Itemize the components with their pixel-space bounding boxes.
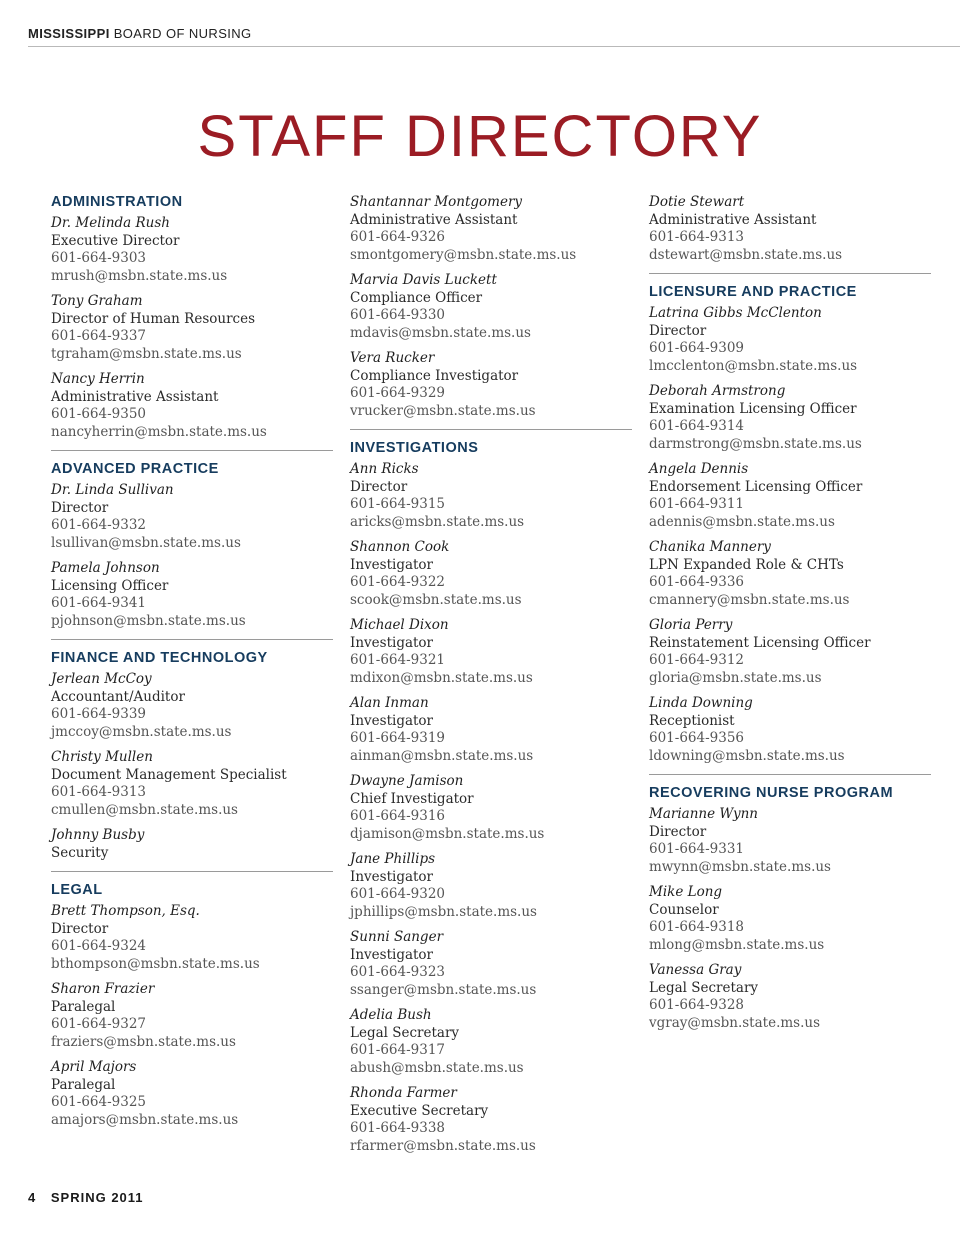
staff-phone: 601-664-9327	[51, 1016, 147, 1032]
staff-role: Reinstatement Licensing Officer	[649, 634, 871, 651]
staff-role: Receptionist	[649, 712, 735, 729]
section-heading: INVESTIGATIONS	[350, 440, 479, 456]
staff-entry	[649, 383, 931, 453]
staff-role: Investigator	[350, 634, 434, 651]
staff-entry	[350, 350, 632, 420]
staff-phone: 601-664-9311	[649, 496, 745, 512]
staff-phone: 601-664-9323	[350, 964, 446, 980]
staff-role: Legal Secretary	[350, 1024, 460, 1041]
staff-name: Johnny Busby	[51, 827, 145, 843]
staff-phone: 601-664-9321	[350, 652, 446, 668]
staff-email[interactable]: rfarmer@msbn.state.ms.us	[350, 1137, 536, 1154]
staff-role: Administrative Assistant	[649, 211, 817, 228]
page-title: STAFF DIRECTORY	[197, 104, 763, 169]
staff-role: Director	[51, 499, 109, 516]
section-heading: ADMINISTRATION	[51, 194, 183, 210]
section-divider	[649, 273, 931, 274]
staff-email[interactable]: cmullen@msbn.state.ms.us	[51, 801, 238, 818]
staff-name: Rhonda Farmer	[350, 1085, 457, 1101]
staff-entry	[51, 827, 333, 862]
staff-role: Director	[649, 823, 707, 840]
staff-phone: 601-664-9325	[51, 1094, 147, 1110]
staff-role: Executive Secretary	[350, 1102, 489, 1119]
staff-phone: 601-664-9322	[350, 574, 446, 590]
staff-phone: 601-664-9324	[51, 938, 147, 954]
staff-entry	[350, 272, 632, 342]
staff-role: Administrative Assistant	[51, 388, 219, 405]
staff-name: Sharon Frazier	[51, 981, 155, 997]
staff-entry	[51, 482, 333, 552]
staff-name: Latrina Gibbs McClenton	[649, 305, 822, 321]
staff-name: Brett Thompson, Esq.	[51, 903, 200, 919]
staff-email[interactable]: tgraham@msbn.state.ms.us	[51, 345, 242, 362]
section-divider	[649, 774, 931, 775]
staff-name: Dr. Melinda Rush	[51, 215, 170, 231]
section-divider	[51, 450, 333, 451]
staff-entry	[350, 695, 632, 765]
section-heading: RECOVERING NURSE PROGRAM	[649, 785, 894, 801]
staff-phone: 601-664-9316	[350, 808, 446, 824]
staff-role: Endorsement Licensing Officer	[649, 478, 863, 495]
staff-role: Investigator	[350, 712, 434, 729]
staff-phone: 601-664-9341	[51, 595, 147, 611]
masthead	[28, 26, 252, 41]
staff-name: Linda Downing	[649, 695, 753, 711]
staff-name: Vera Rucker	[350, 350, 435, 366]
staff-phone: 601-664-9329	[350, 385, 446, 401]
staff-entry	[51, 560, 333, 630]
staff-phone: 601-664-9336	[649, 574, 745, 590]
staff-role: Director	[51, 920, 109, 937]
staff-phone: 601-664-9319	[350, 730, 446, 746]
staff-phone: 601-664-9312	[649, 652, 745, 668]
staff-entry	[350, 617, 632, 687]
staff-entry	[649, 695, 931, 765]
staff-name: Shantannar Montgomery	[350, 194, 523, 210]
staff-email[interactable]: lsullivan@msbn.state.ms.us	[51, 534, 241, 551]
staff-name: Marvia Davis Luckett	[350, 272, 497, 288]
staff-entry	[649, 884, 931, 954]
staff-entry	[51, 293, 333, 363]
staff-phone: 601-664-9326	[350, 229, 446, 245]
staff-name: Marianne Wynn	[649, 806, 758, 822]
staff-phone: 601-664-9338	[350, 1120, 446, 1136]
staff-email[interactable]: nancyherrin@msbn.state.ms.us	[51, 423, 267, 440]
staff-role: Security	[51, 844, 109, 861]
staff-entry	[649, 539, 931, 609]
staff-email[interactable]: jmccoy@msbn.state.ms.us	[51, 723, 232, 740]
staff-entry	[649, 962, 931, 1032]
staff-entry	[51, 1059, 333, 1129]
staff-phone: 601-664-9337	[51, 328, 147, 344]
staff-role: Paralegal	[51, 998, 116, 1015]
staff-phone: 601-664-9331	[649, 841, 745, 857]
staff-email[interactable]: smontgomery@msbn.state.ms.us	[350, 246, 577, 263]
staff-email[interactable]: vrucker@msbn.state.ms.us	[350, 402, 536, 419]
section-heading: LEGAL	[51, 882, 103, 898]
staff-entry	[51, 671, 333, 741]
staff-phone: 601-664-9303	[51, 250, 147, 266]
staff-entry	[51, 215, 333, 285]
staff-entry	[350, 929, 632, 999]
directory-column-2	[350, 194, 632, 1163]
staff-name: Dotie Stewart	[649, 194, 745, 210]
staff-phone: 601-664-9328	[649, 997, 745, 1013]
staff-email[interactable]: cmannery@msbn.state.ms.us	[649, 591, 850, 608]
staff-name: Sunni Sanger	[350, 929, 444, 945]
staff-role: Paralegal	[51, 1076, 116, 1093]
staff-email[interactable]: darmstrong@msbn.state.ms.us	[649, 435, 862, 452]
staff-role: Investigator	[350, 556, 434, 573]
staff-name: Deborah Armstrong	[649, 383, 786, 399]
staff-entry	[350, 539, 632, 609]
staff-email[interactable]: aricks@msbn.state.ms.us	[350, 513, 525, 530]
staff-role: Compliance Officer	[350, 289, 483, 306]
staff-email[interactable]: adennis@msbn.state.ms.us	[649, 513, 835, 530]
staff-email[interactable]: mrush@msbn.state.ms.us	[51, 267, 228, 284]
staff-role: Accountant/Auditor	[51, 688, 185, 705]
staff-email[interactable]: fraziers@msbn.state.ms.us	[51, 1033, 236, 1050]
section-heading: FINANCE AND TECHNOLOGY	[51, 650, 268, 666]
staff-role: Licensing Officer	[51, 577, 169, 594]
section-divider	[51, 639, 333, 640]
staff-entry	[649, 194, 931, 264]
section-heading: LICENSURE AND PRACTICE	[649, 284, 857, 300]
staff-email[interactable]: ainman@msbn.state.ms.us	[350, 747, 534, 764]
staff-role: Investigator	[350, 868, 434, 885]
staff-name: Alan Inman	[350, 695, 429, 711]
staff-name: Ann Ricks	[350, 461, 419, 477]
staff-phone: 601-664-9330	[350, 307, 446, 323]
staff-name: Dr. Linda Sullivan	[51, 482, 174, 498]
staff-role: Chief Investigator	[350, 790, 474, 807]
staff-name: Mike Long	[649, 884, 723, 900]
staff-email[interactable]: mwynn@msbn.state.ms.us	[649, 858, 831, 875]
staff-phone: 601-664-9313	[51, 784, 147, 800]
staff-entry	[350, 1085, 632, 1155]
staff-email[interactable]: jphillips@msbn.state.ms.us	[350, 903, 537, 920]
staff-entry	[350, 851, 632, 921]
staff-role: Administrative Assistant	[350, 211, 518, 228]
staff-name: Tony Graham	[51, 293, 143, 309]
staff-entry	[51, 749, 333, 819]
staff-role: Document Management Specialist	[51, 766, 287, 783]
staff-phone: 601-664-9314	[649, 418, 745, 434]
section-heading: ADVANCED PRACTICE	[51, 461, 219, 477]
staff-role: Legal Secretary	[649, 979, 759, 996]
staff-phone: 601-664-9320	[350, 886, 446, 902]
staff-phone: 601-664-9332	[51, 517, 147, 533]
staff-email[interactable]: mlong@msbn.state.ms.us	[649, 936, 825, 953]
staff-name: Dwayne Jamison	[350, 773, 464, 789]
staff-name: Nancy Herrin	[51, 371, 145, 387]
staff-entry	[649, 806, 931, 876]
staff-name: Michael Dixon	[350, 617, 449, 633]
staff-email[interactable]: amajors@msbn.state.ms.us	[51, 1111, 239, 1128]
staff-email[interactable]: djamison@msbn.state.ms.us	[350, 825, 545, 842]
staff-phone: 601-664-9309	[649, 340, 745, 356]
staff-phone: 601-664-9315	[350, 496, 446, 512]
staff-phone: 601-664-9356	[649, 730, 745, 746]
section-divider	[51, 871, 333, 872]
staff-name: Jane Phillips	[350, 851, 436, 867]
directory-column-1	[51, 194, 333, 1137]
staff-email[interactable]: dstewart@msbn.state.ms.us	[649, 246, 843, 263]
staff-name: Adelia Bush	[350, 1007, 432, 1023]
staff-role: Counselor	[649, 901, 719, 918]
staff-name: Vanessa Gray	[649, 962, 742, 978]
staff-role: Investigator	[350, 946, 434, 963]
staff-entry	[649, 305, 931, 375]
staff-phone: 601-664-9339	[51, 706, 147, 722]
staff-phone: 601-664-9350	[51, 406, 147, 422]
staff-role: Executive Director	[51, 232, 180, 249]
staff-role: LPN Expanded Role & CHTs	[649, 556, 844, 573]
staff-role: Director	[649, 322, 707, 339]
staff-entry	[350, 194, 632, 264]
staff-phone: 601-664-9317	[350, 1042, 446, 1058]
staff-entry	[350, 773, 632, 843]
staff-entry	[51, 371, 333, 441]
staff-email[interactable]: vgray@msbn.state.ms.us	[649, 1014, 821, 1031]
masthead-org-bold: MISSISSIPPI	[28, 26, 110, 41]
staff-email[interactable]: gloria@msbn.state.ms.us	[649, 669, 822, 686]
staff-role: Compliance Investigator	[350, 367, 519, 384]
directory-column-3	[649, 194, 931, 1040]
masthead-rule	[28, 46, 960, 47]
staff-entry	[350, 1007, 632, 1077]
issue-label: SPRING 2011	[50, 1190, 144, 1205]
staff-entry	[649, 461, 931, 531]
staff-name: Pamela Johnson	[51, 560, 160, 576]
page-footer	[28, 1190, 144, 1205]
staff-email[interactable]: bthompson@msbn.state.ms.us	[51, 955, 260, 972]
staff-name: Gloria Perry	[649, 617, 733, 633]
staff-email[interactable]: mdavis@msbn.state.ms.us	[350, 324, 531, 341]
staff-entry	[649, 617, 931, 687]
staff-email[interactable]: lmcclenton@msbn.state.ms.us	[649, 357, 858, 374]
staff-phone: 601-664-9313	[649, 229, 745, 245]
page-number: 4	[28, 1190, 37, 1205]
masthead-org-light: BOARD OF NURSING	[113, 26, 252, 41]
staff-entry	[350, 461, 632, 531]
staff-email[interactable]: ldowning@msbn.state.ms.us	[649, 747, 845, 764]
staff-name: Jerlean McCoy	[51, 671, 152, 687]
staff-entry	[51, 903, 333, 973]
staff-email[interactable]: abush@msbn.state.ms.us	[350, 1059, 524, 1076]
staff-name: Shannon Cook	[350, 539, 450, 555]
staff-email[interactable]: mdixon@msbn.state.ms.us	[350, 669, 533, 686]
staff-role: Director of Human Resources	[51, 310, 255, 327]
staff-email[interactable]: scook@msbn.state.ms.us	[350, 591, 522, 608]
staff-name: Christy Mullen	[51, 749, 153, 765]
staff-name: Chanika Mannery	[649, 539, 771, 555]
staff-email[interactable]: ssanger@msbn.state.ms.us	[350, 981, 537, 998]
staff-email[interactable]: pjohnson@msbn.state.ms.us	[51, 612, 246, 629]
staff-phone: 601-664-9318	[649, 919, 745, 935]
section-divider	[350, 429, 632, 430]
staff-entry	[51, 981, 333, 1051]
staff-name: April Majors	[51, 1059, 137, 1075]
staff-role: Examination Licensing Officer	[649, 400, 857, 417]
staff-role: Director	[350, 478, 408, 495]
staff-name: Angela Dennis	[649, 461, 749, 477]
